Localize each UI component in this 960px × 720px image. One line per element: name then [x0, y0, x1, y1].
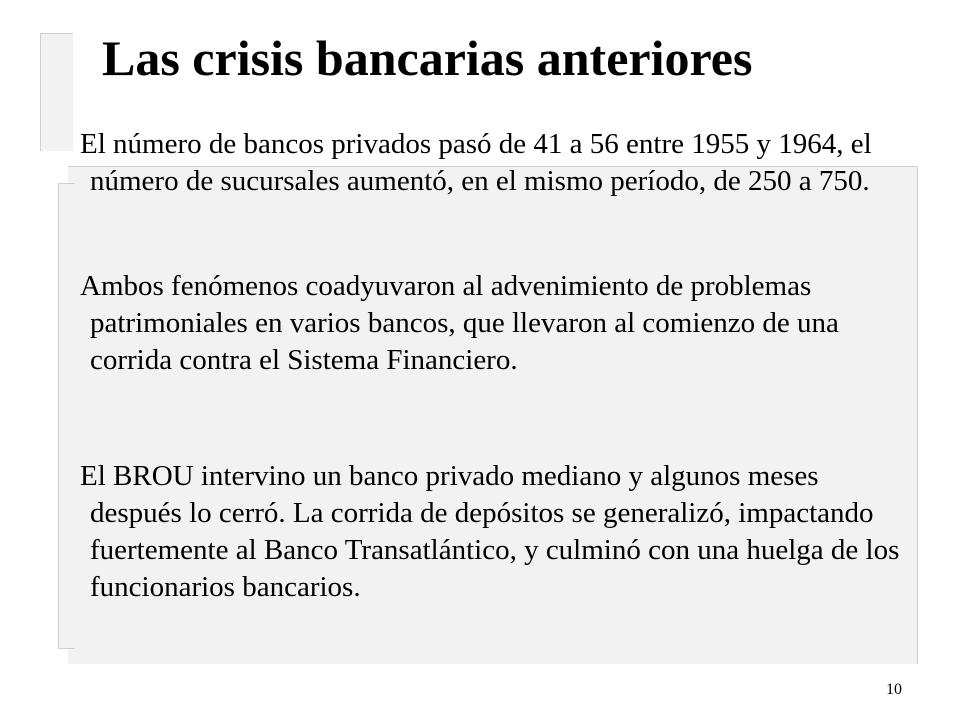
slide-title: Las crisis bancarias anteriores [102, 30, 753, 86]
paragraph-3: El BROU intervino un banco privado mediano y algunos meses después lo cerró. La corrida de depósitos se generalizó, impactando fuertemente al Banco Transatlántico, y culminó con una huelga de los funcionarios bancarios. [80, 460, 900, 603]
paragraph-1: El número de bancos privados pasó de 41 a 56 entre 1955 y 1964, el número de sucursales aumentó, en el mismo período, de 250 a 750. [80, 128, 872, 197]
decorative-bar-bottom [58, 183, 75, 649]
page-number: 10 [886, 681, 902, 698]
decorative-bar-top [40, 33, 73, 151]
paragraph-2: Ambos fenómenos coadyuvaron al advenimiento de problemas patrimoniales en varios bancos, que llevaron al comienzo de una corrida contra el Sistema Financiero. [80, 270, 839, 376]
